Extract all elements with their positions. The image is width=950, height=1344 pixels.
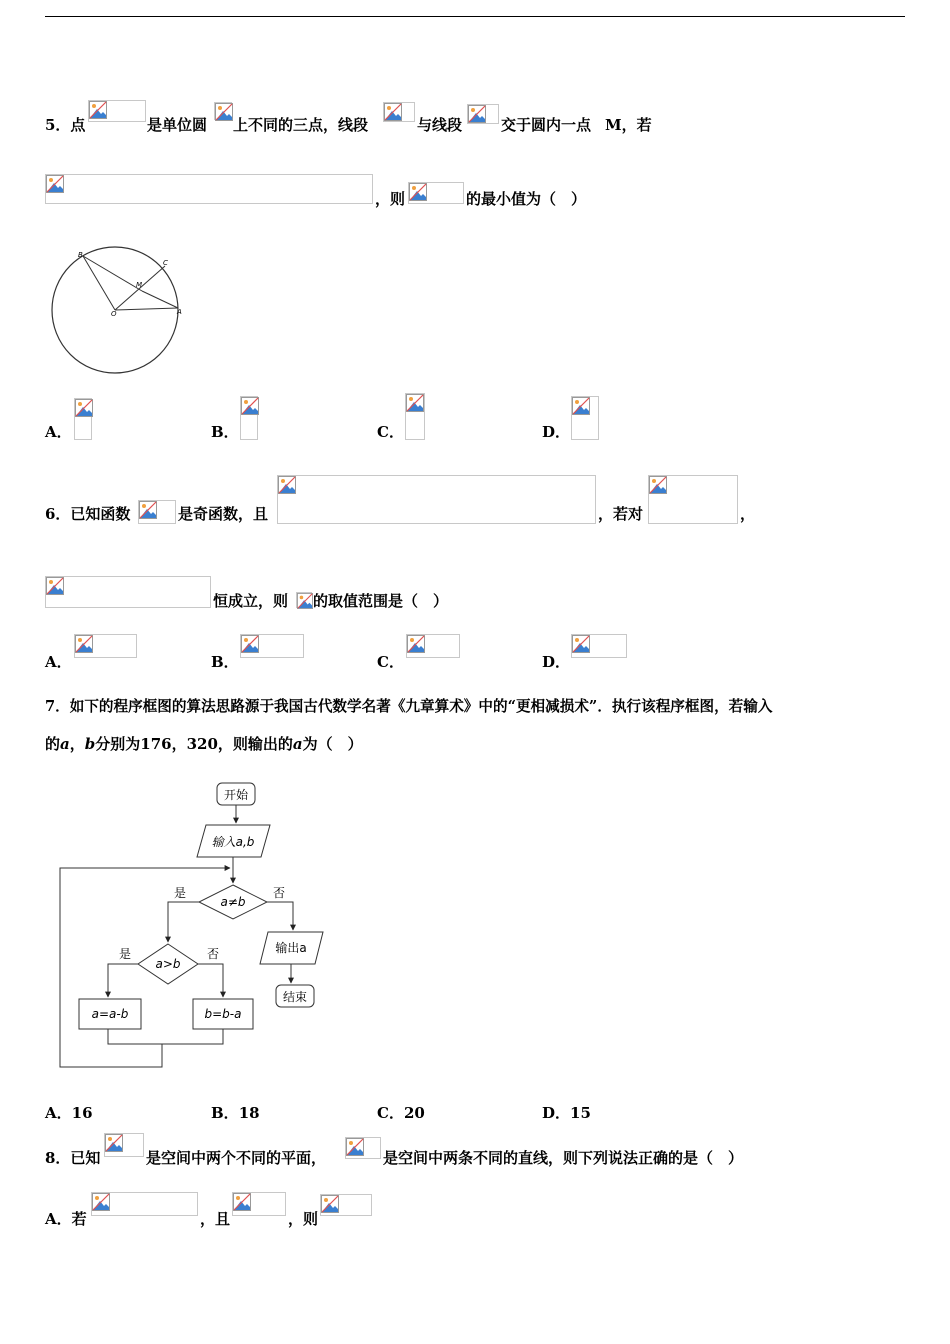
option-image xyxy=(240,396,258,440)
q5-option-d: D． xyxy=(542,423,571,441)
q7-text-is: 为（ ） xyxy=(302,735,363,753)
q7-input-values: 176，320 xyxy=(140,735,218,753)
flow-start-label: 开始 xyxy=(223,788,249,802)
formula-image xyxy=(88,100,146,122)
q8-option-a: A．若 xyxy=(45,1210,87,1228)
option-image xyxy=(74,398,92,440)
option-label: D． xyxy=(542,1104,571,1122)
q6-option-d: D． xyxy=(542,653,571,671)
flow-cond1-label: a≠b xyxy=(220,895,246,909)
broken-image-icon xyxy=(46,175,64,193)
q5-text-3: 与线段 xyxy=(417,116,463,134)
broken-image-icon xyxy=(649,476,667,494)
q8-text-1: 是空间中两个不同的平面， xyxy=(146,1149,327,1167)
broken-image-icon xyxy=(241,635,259,653)
flow-output-label: 输出a xyxy=(275,941,307,955)
broken-image-icon xyxy=(468,105,486,123)
formula-image xyxy=(648,475,738,524)
flow-yes2: 是 xyxy=(118,947,132,961)
option-image xyxy=(405,393,425,440)
q8-option-a-then: ，则 xyxy=(288,1210,319,1228)
q6-option-a: A． xyxy=(45,653,72,671)
label-m: M xyxy=(136,281,143,289)
broken-image-icon xyxy=(572,635,590,653)
option-image xyxy=(232,1192,286,1216)
q5-option-a: A． xyxy=(45,423,72,441)
broken-image-icon xyxy=(321,1195,339,1213)
flow-arrow xyxy=(168,902,199,942)
option-label: C． xyxy=(377,1104,404,1122)
formula-image xyxy=(277,475,596,524)
q5-number: 5．点 xyxy=(45,116,86,134)
q8-number: 8．已知 xyxy=(45,1149,101,1167)
q5-text-5: ，则 xyxy=(375,190,406,208)
q6-number: 6．已知函数 xyxy=(45,505,131,523)
option-image xyxy=(320,1194,372,1216)
header-rule xyxy=(45,16,905,17)
q6-text-5: 的取值范围是（ ） xyxy=(313,592,449,610)
segment-oa xyxy=(115,308,178,310)
q8-option-a-and: ，且 xyxy=(200,1210,231,1228)
label-b: B xyxy=(78,251,83,259)
broken-image-icon xyxy=(384,103,402,121)
q5-text-6: 的最小值为（ ） xyxy=(466,190,587,208)
flow-merge-line xyxy=(108,1029,223,1044)
option-label: A． xyxy=(45,1104,72,1122)
flow-no2: 否 xyxy=(206,947,220,961)
flow-yes1: 是 xyxy=(173,886,187,900)
q7-line-1: 7．如下的程序框图的算法思路源于我国古代数学名著《九章算术》中的“更相减损术”．执行该程序框图，若输入 xyxy=(45,698,773,715)
broken-image-icon xyxy=(297,593,313,609)
q7-text-of: 的 xyxy=(45,735,61,753)
q6-option-b: B． xyxy=(211,653,239,671)
broken-image-icon xyxy=(278,476,296,494)
q5-text-1: 是单位圆 xyxy=(147,116,208,134)
q7-option-d xyxy=(542,1102,591,1123)
broken-image-icon xyxy=(346,1138,364,1156)
segment-bo xyxy=(83,256,115,310)
q7-option-c xyxy=(377,1102,425,1123)
unit-circle-figure xyxy=(45,236,220,376)
q7-text-output: ，则输出的 xyxy=(217,735,293,753)
label-c: C xyxy=(163,259,168,267)
q5-option-b: B． xyxy=(211,423,239,441)
flow-no1: 否 xyxy=(272,886,286,900)
option-image xyxy=(571,634,627,658)
formula-image xyxy=(45,576,211,608)
option-image xyxy=(91,1192,198,1216)
q6-text-4: 恒成立，则 xyxy=(213,592,289,610)
broken-image-icon xyxy=(409,183,427,201)
option-image xyxy=(406,634,460,658)
flowchart xyxy=(55,775,345,1075)
option-value: 15 xyxy=(570,1104,591,1122)
var-b: b xyxy=(84,735,96,753)
q6-text-2: ，若对 xyxy=(598,505,644,523)
formula-image xyxy=(104,1133,144,1157)
segment-ma xyxy=(142,291,178,308)
segment-bm xyxy=(83,256,142,291)
q7-comma: ， xyxy=(69,735,85,753)
formula-image xyxy=(345,1137,381,1159)
flow-end-label: 结束 xyxy=(282,990,308,1004)
formula-image xyxy=(383,102,415,122)
formula-image xyxy=(296,592,312,608)
q6-option-c: C． xyxy=(377,653,404,671)
formula-image xyxy=(138,500,176,524)
q7-option-a xyxy=(45,1102,93,1123)
formula-image xyxy=(45,174,373,204)
label-a: A xyxy=(177,308,182,316)
option-label: B． xyxy=(211,1104,239,1122)
option-value: 18 xyxy=(238,1104,260,1122)
broken-image-icon xyxy=(46,577,64,595)
broken-image-icon xyxy=(89,101,107,119)
flow-cond2-label: a>b xyxy=(155,957,181,971)
q5-text-2: 上不同的三点，线段 xyxy=(233,116,369,134)
label-o: O xyxy=(111,310,117,318)
option-image xyxy=(240,634,304,658)
flow-assign-a-label: a=a-b xyxy=(91,1007,129,1021)
flow-input-label: 输入a,b xyxy=(211,835,255,849)
flow-assign-b-label: b=b-a xyxy=(204,1007,242,1021)
formula-image xyxy=(214,102,232,120)
q5-text-m: M，若 xyxy=(605,116,652,134)
q7-line-2 xyxy=(45,735,363,753)
broken-image-icon xyxy=(406,394,424,412)
q7-text-respectively: 分别为 xyxy=(95,735,141,753)
broken-image-icon xyxy=(572,397,590,415)
flow-arrow xyxy=(108,964,138,997)
q6-text-1: 是奇函数，且 xyxy=(178,505,269,523)
formula-image xyxy=(467,104,499,124)
option-value: 16 xyxy=(71,1104,93,1122)
broken-image-icon xyxy=(105,1134,123,1152)
broken-image-icon xyxy=(407,635,425,653)
option-value: 20 xyxy=(403,1104,425,1122)
broken-image-icon xyxy=(241,397,259,415)
var-a-output: a xyxy=(292,735,303,753)
option-image xyxy=(74,634,137,658)
broken-image-icon xyxy=(139,501,157,519)
flow-arrow xyxy=(267,902,293,930)
broken-image-icon xyxy=(92,1193,110,1211)
q6-text-3: ， xyxy=(740,505,756,523)
q7-option-b xyxy=(211,1102,260,1123)
broken-image-icon xyxy=(233,1193,251,1211)
formula-image xyxy=(408,182,464,204)
broken-image-icon xyxy=(75,635,93,653)
q5-text-4: 交于圆内一点 xyxy=(501,116,592,134)
flow-arrow xyxy=(198,964,223,997)
broken-image-icon xyxy=(75,399,93,417)
q5-option-c: C． xyxy=(377,423,404,441)
broken-image-icon xyxy=(215,103,233,121)
option-image xyxy=(571,396,599,440)
q8-text-2: 是空间中两条不同的直线，则下列说法正确的是（ ） xyxy=(383,1149,744,1167)
var-a: a xyxy=(60,735,70,753)
